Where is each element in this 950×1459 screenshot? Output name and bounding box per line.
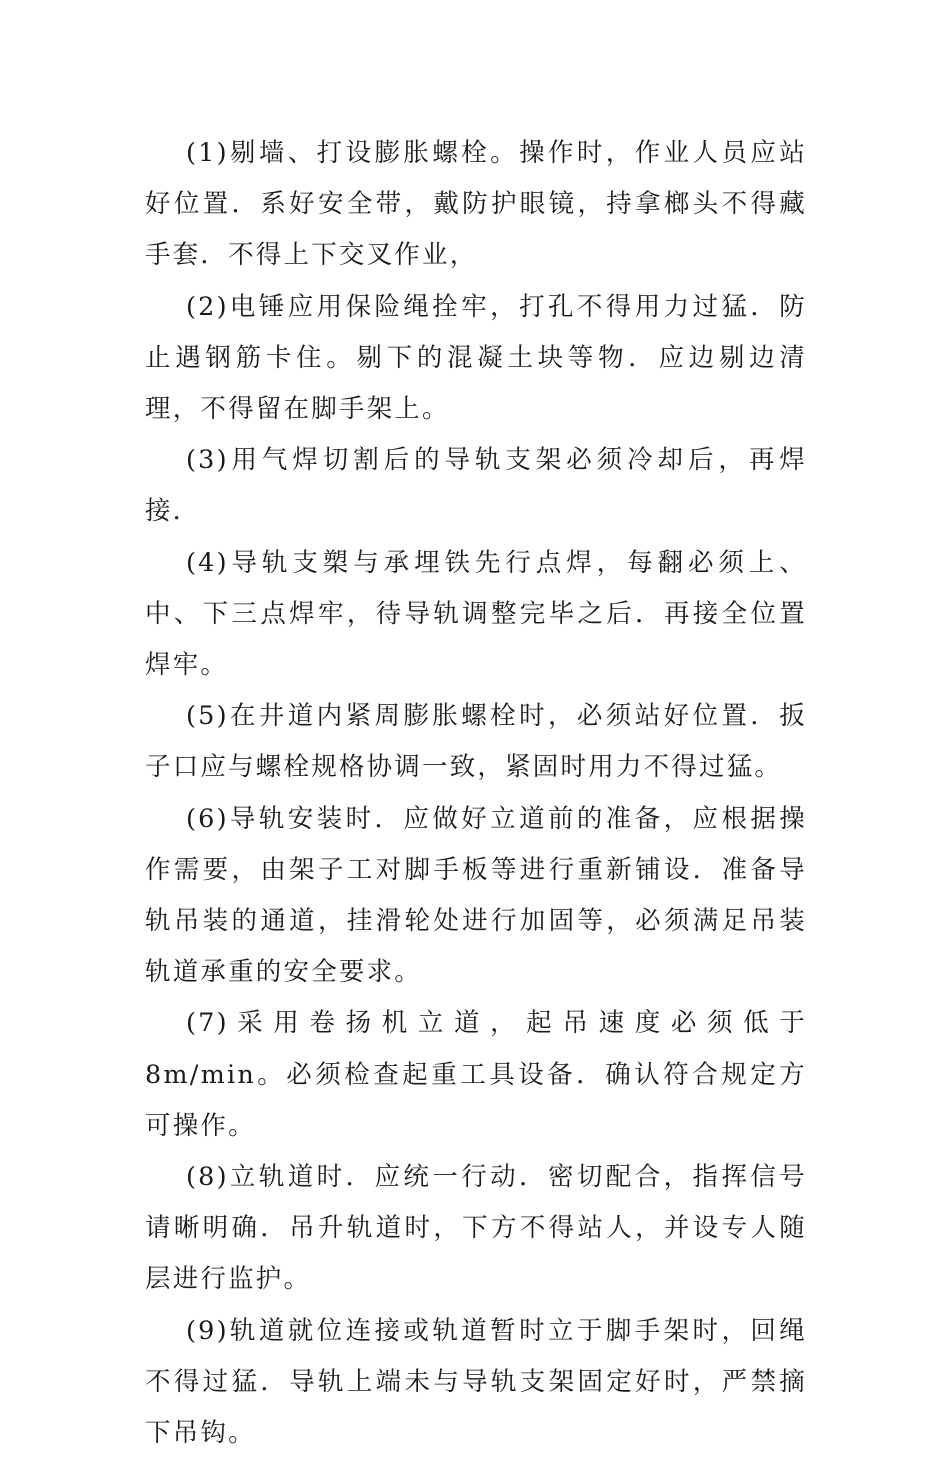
document-body xyxy=(145,128,807,1459)
paragraph-9: (9)轨道就位连接或轨道暂时立于脚手架时，回绳不得过猛．导轨上端未与导轨支架固定好时，严禁摘下吊钩。 xyxy=(145,1315,807,1449)
paragraph-5: (5)在井道内紧周膨胀螺栓时，必须站好位置．扳子口应与螺栓规格协调一致，紧固时用力不得过猛。 xyxy=(145,701,807,783)
paragraph-4: (4)导轨支槊与承埋铁先行点焊，每翻必须上、中、下三点焊牢，待导轨调整完毕之后．再接全位置焊牢。 xyxy=(145,547,807,681)
paragraph-2: (2)电锤应用保险绳拴牢，打孔不得用力过猛．防止遇钢筋卡住。剔下的混凝土块等物．应边剔边清理，不得留在脚手架上。 xyxy=(145,291,807,425)
paragraph-1: (1)剔墙、打设膨胀螺栓。操作时，作业人员应站好位置．系好安全带，戴防护眼镜，持拿榔头不得藏手套．不得上下交叉作业， xyxy=(145,138,807,271)
paragraph-8: (8)立轨道时．应统一行动．密切配合，指挥信号请晰明确．吊升轨道时，下方不得站人，并设专人随层进行监护。 xyxy=(145,1162,807,1295)
paragraph-3: (3)用气焊切割后的导轨支架必须冷却后，再焊接． xyxy=(145,445,807,527)
paragraph-7: (7)采用卷扬机立道，起吊速度必须低于 8m/min。必须检查起重工具设备．确认符合规定方可操作。 xyxy=(145,1008,807,1141)
paragraph-6: (6)导轨安装时．应做好立道前的准备，应根据操作需要，由架子工对脚手板等进行重新铺设．准备导轨吊装的通道，挂滑轮处进行加固等，必须满足吊装轨道承重的安全要求。 xyxy=(145,803,807,988)
